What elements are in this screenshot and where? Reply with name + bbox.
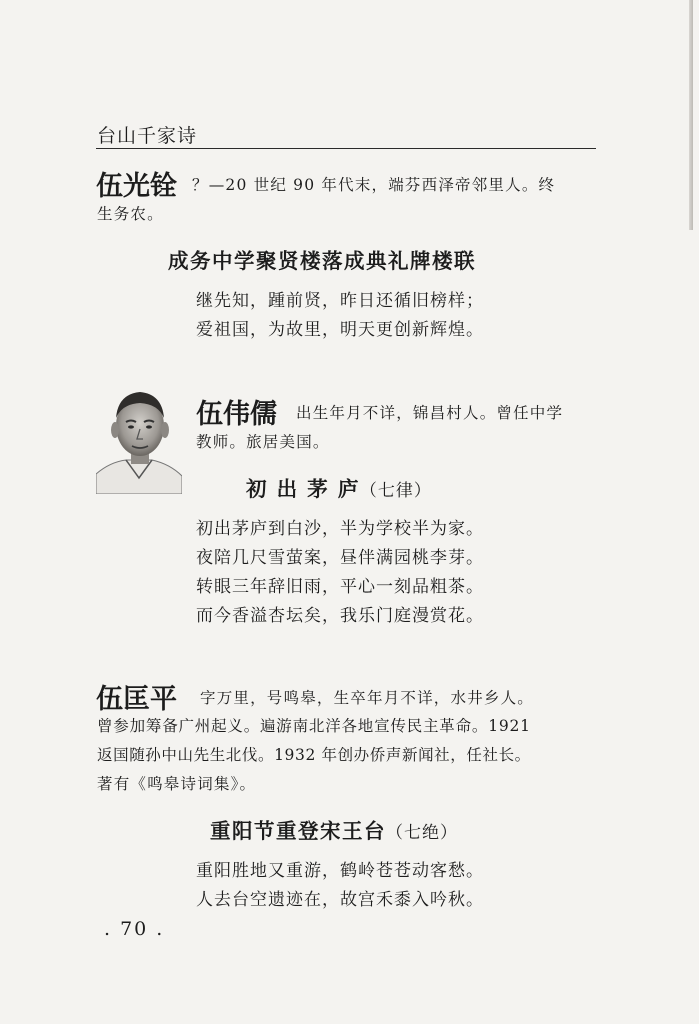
poem-line: 继先知，踵前贤，昨日还循旧榜样； (196, 291, 484, 311)
running-header: 台山千家诗 (97, 125, 198, 147)
page-number: . 70 . (104, 918, 165, 940)
page-edge-shadow (689, 0, 693, 230)
poet-bio-line: 字万里，号鸣皋，生卒年月不详，水井乡人。 (200, 689, 535, 707)
poet-name: 伍伟儒 (196, 399, 277, 430)
poem-line: 重阳胜地又重游，鹤岭苍苍动客愁。 (196, 861, 484, 881)
poem-line: 人去台空遗迹在，故宫禾黍入吟秋。 (196, 890, 484, 910)
header-rule (96, 148, 596, 149)
poem-title (168, 244, 476, 274)
poet-portrait-photo (96, 382, 182, 494)
poet-bio-line: ？—20 世纪 90 年代末，端芬西泽帝邻里人。终 (192, 176, 556, 194)
poem-form: （七律） (359, 481, 432, 501)
poem-line: 爱祖国，为故里，明天更创新辉煌。 (196, 320, 484, 340)
poem-line: 转眼三年辞旧雨，平心一刻品粗茶。 (196, 577, 484, 597)
poet-bio-line: 曾参加筹备广州起义。遍游南北洋各地宣传民主革命。1921 (97, 717, 531, 735)
poem-line: 初出茅庐到白沙，半为学校半为家。 (196, 519, 484, 539)
poem-title-text: 重阳节重登宋王台 (210, 819, 386, 843)
poem-title (246, 472, 432, 502)
poem-form: （七绝） (386, 823, 458, 843)
poem-line: 夜陪几尺雪萤案，昼伴满园桃李芽。 (196, 548, 484, 568)
poem-title-text: 初 出 茅 庐 (246, 477, 360, 501)
poet-name: 伍光铨 (96, 171, 177, 202)
poem-title (210, 814, 458, 844)
poet-bio-line: 生务农。 (97, 205, 164, 223)
portrait-image (96, 382, 182, 494)
poem-title-text: 成务中学聚贤楼落成典礼牌楼联 (168, 249, 476, 273)
poet-bio-line: 出生年月不详，锦昌村人。曾任中学 (296, 404, 564, 422)
poet-name: 伍匡平 (96, 684, 177, 715)
poet-bio-line: 返国随孙中山先生北伐。1932 年创办侨声新闻社，任社长。 (97, 746, 531, 764)
poem-line: 而今香溢杏坛矣，我乐门庭漫赏花。 (196, 606, 484, 626)
poet-bio-line: 教师。旅居美国。 (196, 433, 330, 451)
poet-bio-line: 著有《鸣皋诗词集》。 (97, 775, 257, 793)
